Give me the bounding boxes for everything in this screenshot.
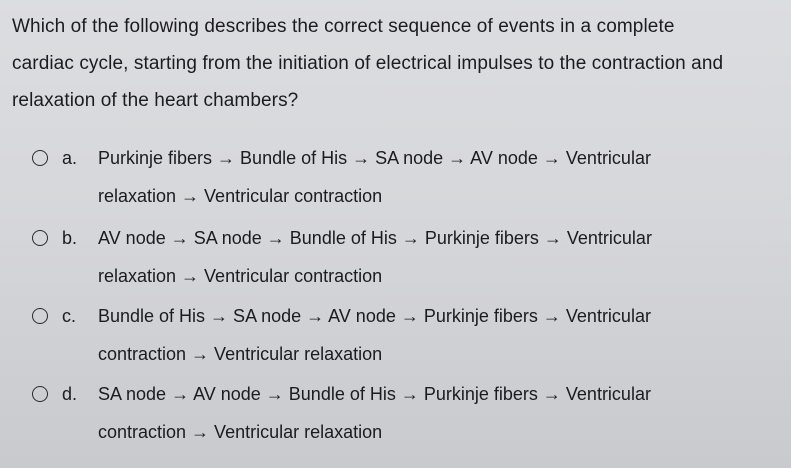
option-text-line: Bundle of His → SA node → AV node → Purkinje fibers → Ventricular <box>98 306 651 326</box>
option-text-line: contraction → Ventricular relaxation <box>98 344 383 364</box>
option-text-line: relaxation → Ventricular contraction <box>98 186 383 206</box>
radio-button-c[interactable] <box>32 308 48 324</box>
option-text-line: relaxation → Ventricular contraction <box>98 266 383 286</box>
radio-button-d[interactable] <box>32 386 48 402</box>
question-line: Which of the following describes the correct sequence of events in a complete <box>12 16 675 37</box>
option-text-line: contraction → Ventricular relaxation <box>98 422 383 442</box>
option-text-line: AV node → SA node → Bundle of His → Purkinje fibers → Ventricular <box>98 228 652 248</box>
option-letter: a. <box>62 148 78 168</box>
question-text <box>12 8 784 119</box>
answer-option-a[interactable] <box>26 140 766 204</box>
radio-button-a[interactable] <box>32 150 48 166</box>
question-line: relaxation of the heart chambers? <box>12 90 299 111</box>
answer-option-b[interactable] <box>26 220 766 284</box>
answer-option-c[interactable] <box>26 298 766 362</box>
option-text-line: Purkinje fibers → Bundle of His → SA node → AV node → Ventricular <box>98 148 651 168</box>
answer-option-d[interactable] <box>26 376 766 440</box>
option-letter: b. <box>62 228 78 248</box>
radio-button-b[interactable] <box>32 230 48 246</box>
option-letter: d. <box>62 384 78 404</box>
question-line: cardiac cycle, starting from the initiation of electrical impulses to the contraction and <box>12 53 724 74</box>
option-text-line: SA node → AV node → Bundle of His → Purkinje fibers → Ventricular <box>98 384 651 404</box>
option-letter: c. <box>62 306 77 326</box>
